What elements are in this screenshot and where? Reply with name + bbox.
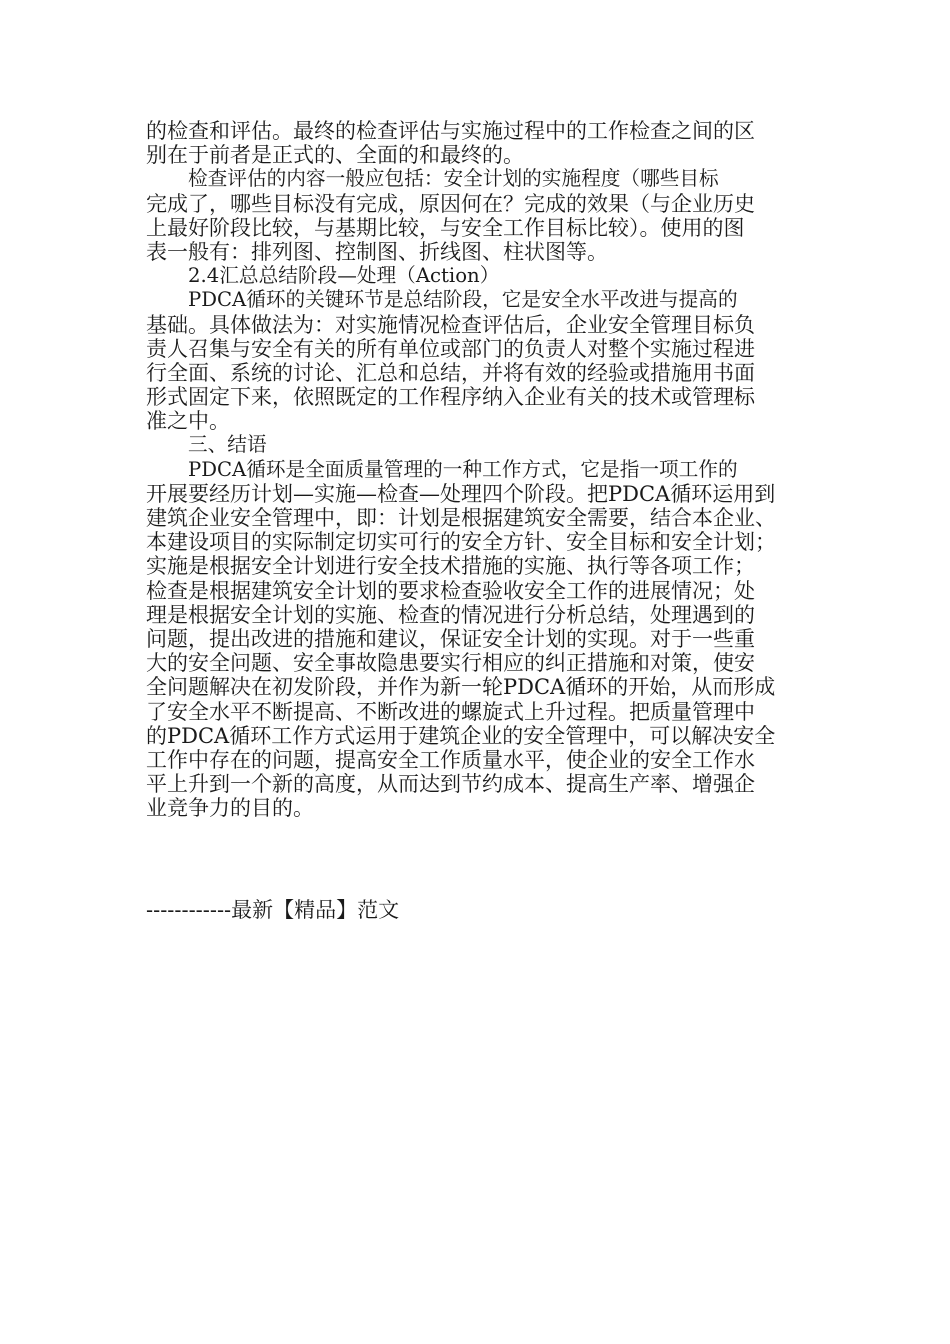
text-line: 完成了，哪些目标没有完成，原因何在？完成的效果（与企业历史 <box>146 191 755 216</box>
text-line: 三、结语 <box>188 433 267 457</box>
text-line: 表一般有：排列图、控制图、折线图、柱状图等。 <box>146 239 608 264</box>
text-line: 准之中。 <box>146 409 230 434</box>
text-line: 工作中存在的问题，提高安全工作质量水平，使企业的安全工作水 <box>146 747 755 772</box>
text-line: 责人召集与安全有关的所有单位或部门的负责人对整个实施过程进 <box>146 336 755 361</box>
text-line: 检查是根据建筑安全计划的要求检查验收安全工作的进展情况；处 <box>146 578 755 603</box>
text-line: 实施是根据安全计划进行安全技术措施的实施、执行等各项工作； <box>146 554 755 579</box>
footer-label: ------------最新【精品】范文 <box>146 898 400 922</box>
text-line: 行全面、系统的讨论、汇总和总结，并将有效的经验或措施用书面 <box>146 360 755 385</box>
text-line: 2.4汇总总结阶段—处理（Action） <box>188 264 500 288</box>
text-line: 全问题解决在初发阶段，并作为新一轮PDCA循环的开始，从而形成 <box>146 675 776 700</box>
text-line: 平上升到一个新的高度，从而达到节约成本、提高生产率、增强企 <box>146 772 755 797</box>
text-line: 别在于前者是正式的、全面的和最终的。 <box>146 143 524 168</box>
text-line: 建筑企业安全管理中，即：计划是根据建筑安全需要，结合本企业、 <box>146 506 776 530</box>
text-line: 大的安全问题、安全事故隐患要实行相应的纠正措施和对策，使安 <box>146 651 755 676</box>
text-line: 理是根据安全计划的实施、检查的情况进行分析总结，处理遇到的 <box>146 602 755 627</box>
text-line: 形式固定下来，依照既定的工作程序纳入企业有关的技术或管理标 <box>146 385 755 410</box>
text-line: PDCA循环是全面质量管理的一种工作方式，它是指一项工作的 <box>188 457 738 481</box>
text-line: 了安全水平不断提高、不断改进的螺旋式上升过程。把质量管理中 <box>146 699 755 724</box>
document-body <box>146 119 804 820</box>
text-line: 问题，提出改进的措施和建议，保证安全计划的实现。对于一些重 <box>146 626 755 651</box>
text-line: PDCA循环的关键环节是总结阶段，它是安全水平改进与提高的 <box>188 288 738 312</box>
text-line: 开展要经历计划—实施—检查—处理四个阶段。把PDCA循环运用到 <box>146 481 776 506</box>
text-line: 检查评估的内容一般应包括：安全计划的实施程度（哪些目标 <box>188 167 719 191</box>
text-line: 本建设项目的实际制定切实可行的安全方针、安全目标和安全计划； <box>146 530 776 555</box>
text-line: 上最好阶段比较，与基期比较，与安全工作目标比较）。使用的图 <box>146 215 745 240</box>
text-line: 的PDCA循环工作方式运用于建筑企业的安全管理中，可以解决安全 <box>146 723 776 748</box>
text-line: 的检查和评估。最终的检查评估与实施过程中的工作检查之间的区 <box>146 119 755 143</box>
text-line: 基础。具体做法为：对实施情况检查评估后，企业安全管理目标负 <box>146 312 755 337</box>
text-line: 业竞争力的目的。 <box>146 796 314 821</box>
